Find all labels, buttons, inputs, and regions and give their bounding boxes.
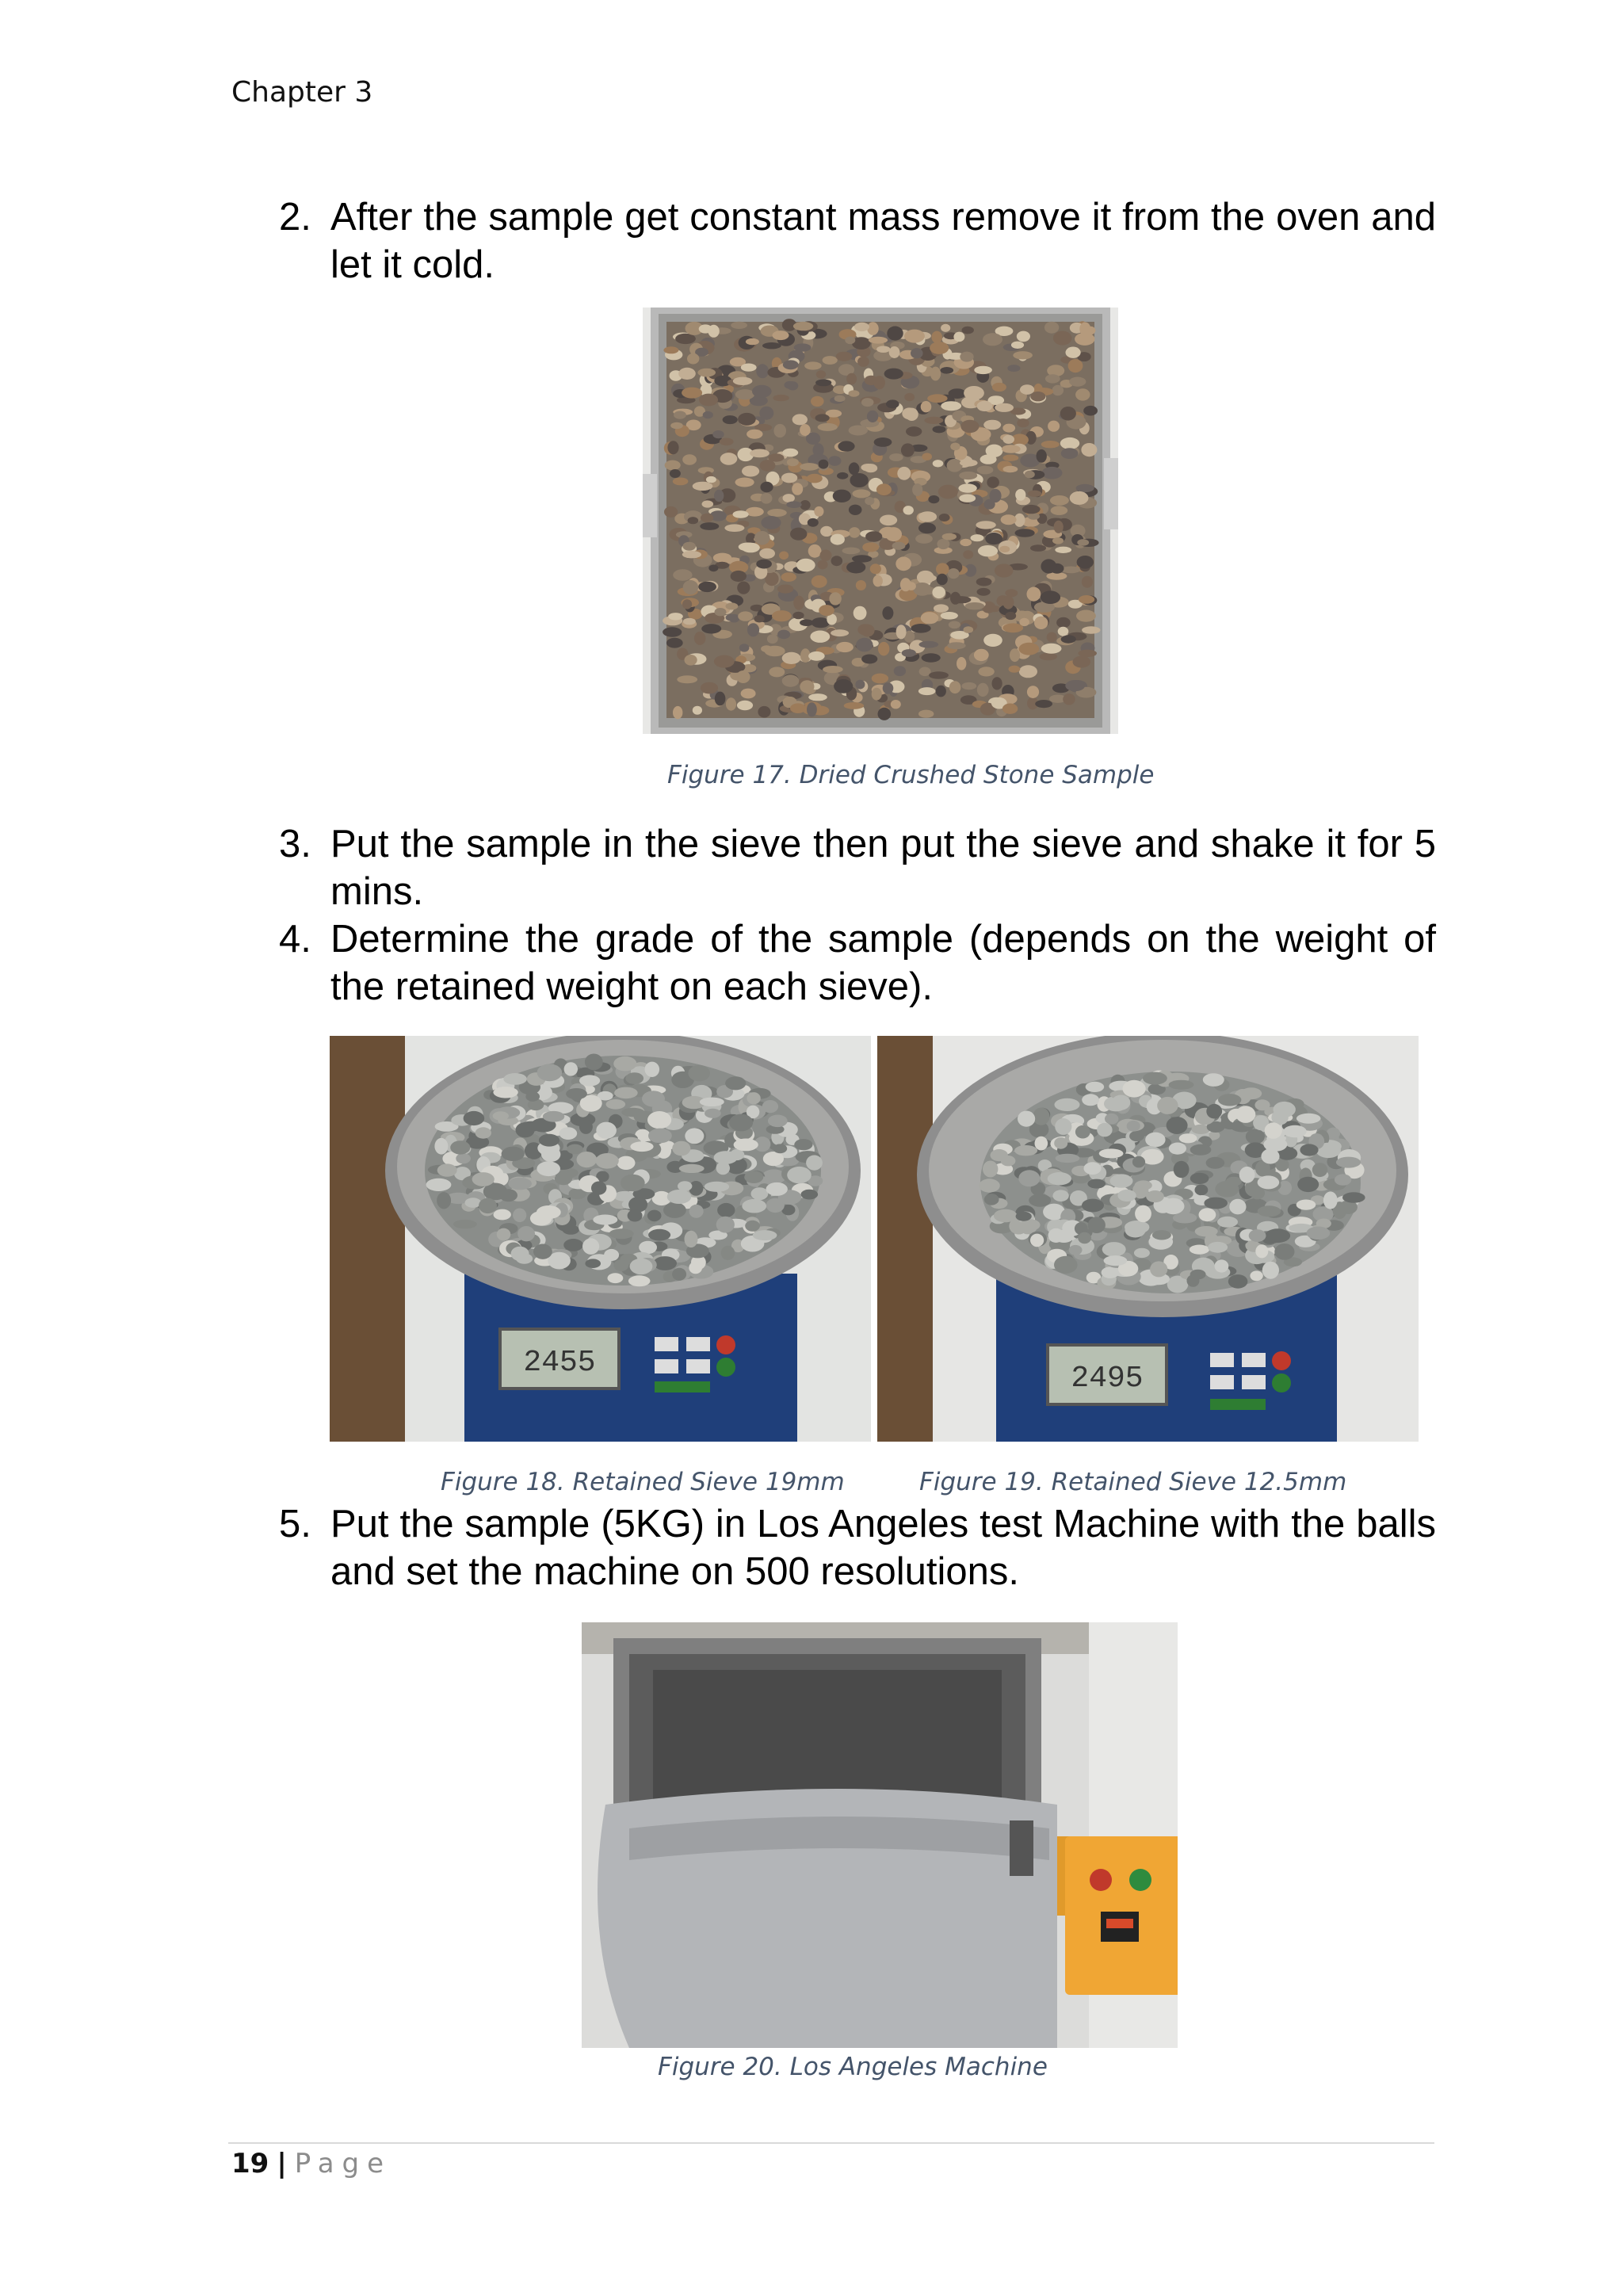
figure-17-caption: Figure 17. Dried Crushed Stone Sample bbox=[667, 761, 1155, 789]
footer-divider bbox=[228, 2142, 1434, 2144]
dried-stone-sample-image bbox=[643, 308, 1118, 734]
scale-reading: 2455 bbox=[523, 1346, 596, 1380]
figure-19-caption: Figure 19. Retained Sieve 12.5mm bbox=[919, 1468, 1347, 1496]
step-text: Put the sample in the sieve then put the sieve and shake it for 5 mins. bbox=[330, 823, 1436, 913]
chapter-header: Chapter 3 bbox=[231, 76, 373, 109]
step-2 bbox=[279, 193, 1436, 288]
step-3 bbox=[279, 820, 1436, 915]
retained-sieve-12-5mm-image bbox=[877, 1036, 1419, 1442]
step-5 bbox=[279, 1500, 1436, 1595]
step-4 bbox=[279, 915, 1436, 1010]
step-text: Determine the grade of the sample (depends on the weight of the retained weight on each sieve). bbox=[330, 918, 1436, 1008]
figure-20-caption: Figure 20. Los Angeles Machine bbox=[658, 2053, 1048, 2081]
step-number: 4. bbox=[279, 918, 311, 961]
los-angeles-machine-image bbox=[582, 1622, 1178, 2048]
figure-18-caption: Figure 18. Retained Sieve 19mm bbox=[441, 1468, 845, 1496]
page-number: 19 bbox=[231, 2148, 269, 2179]
footer-separator: | bbox=[277, 2148, 287, 2179]
step-text: Put the sample (5KG) in Los Angeles test Machine with the balls and set the machine on 500 resolutions. bbox=[330, 1503, 1436, 1593]
step-number: 3. bbox=[279, 823, 311, 865]
step-number: 2. bbox=[279, 196, 311, 239]
retained-sieve-19mm-image bbox=[330, 1036, 871, 1442]
step-text: After the sample get constant mass remove it from the oven and let it cold. bbox=[330, 196, 1436, 286]
page-footer bbox=[231, 2148, 391, 2179]
page-label: Page bbox=[294, 2148, 392, 2179]
scale-reading: 2495 bbox=[1071, 1362, 1144, 1396]
step-number: 5. bbox=[279, 1503, 311, 1545]
